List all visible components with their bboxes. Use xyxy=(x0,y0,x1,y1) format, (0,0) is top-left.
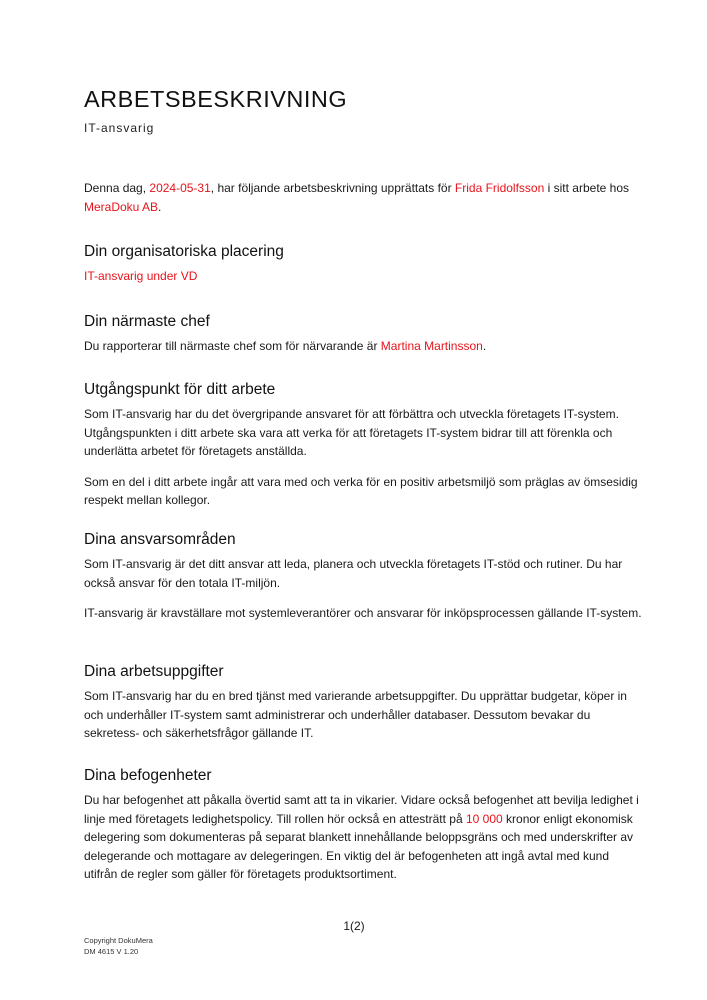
starting-point-p1: Som IT-ansvarig har du det övergripande ansvaret för att förbättra och utveckla företagets IT-system. Utgångspunkten i ditt arbete ska vara att verka för att företagets IT-system bidrar till att förenkla och underlätta arbetet för företagets anställda. xyxy=(84,407,619,458)
starting-point-p2: Som en del i ditt arbete ingår att vara med och verka för en positiv arbetsmiljö som präglas av ömsesidig respekt mellan kollegor. xyxy=(84,474,638,507)
footer xyxy=(84,935,153,957)
page-number: 1(2) xyxy=(343,919,365,933)
placement-value: IT-ansvarig under VD xyxy=(84,269,198,283)
intro-text: , har följande arbetsbeskrivning upprättats för xyxy=(210,181,455,195)
section-heading: Dina arbetsuppgifter xyxy=(84,663,224,680)
manager-paragraph xyxy=(84,337,644,356)
authority-text: Du har befogenhet att påkalla övertid samt att ta in vikarier. Vidare också befogenhet att bevilja ledighet i linje med företagets ledighetspolicy. Till rollen hör också en attesträtt på xyxy=(84,793,639,826)
tasks-p1: Som IT-ansvarig har du en bred tjänst med varierande arbetsuppgifter. Du upprättar budgetar, köper in och underhåller IT-system samt administrerar och underhåller databaser. Dessutom bevakar du sekretess- och säkerhetsfrågor gällande IT. xyxy=(84,689,627,740)
intro-text: Denna dag, xyxy=(84,181,150,195)
attest-amount: 10 000 xyxy=(465,811,503,826)
document-title: ARBETSBESKRIVNING xyxy=(84,86,348,112)
section-tasks xyxy=(84,662,644,755)
section-manager xyxy=(84,312,644,368)
manager-text: . xyxy=(482,339,487,353)
responsibilities-p2: IT-ansvarig är kravställare mot systemleverantörer och ansvarar för inköpsprocessen gällande IT-system. xyxy=(84,606,642,620)
section-heading: Dina befogenheter xyxy=(84,767,212,784)
section-responsibilities xyxy=(84,530,644,635)
section-placement xyxy=(84,242,644,298)
authority-paragraph xyxy=(84,791,644,884)
manager-name: Martina Martinsson xyxy=(380,339,483,353)
section-heading: Dina ansvarsområden xyxy=(84,531,236,548)
document-subtitle: IT-ansvarig xyxy=(84,121,155,135)
footer-copyright: Copyright DokuMera xyxy=(84,936,153,945)
section-heading: Din närmaste chef xyxy=(84,313,210,330)
footer-code: DM 4615 V 1.20 xyxy=(84,947,139,956)
responsibilities-p1: Som IT-ansvarig är det ditt ansvar att leda, planera och utveckla företagets IT-stöd och rutiner. Du har också ansvar för den totala IT-miljön. xyxy=(84,557,623,590)
intro-paragraph xyxy=(84,179,644,216)
intro-text: i sitt arbete hos xyxy=(544,181,630,195)
company-name: MeraDoku AB xyxy=(84,199,159,214)
section-heading: Din organisatoriska placering xyxy=(84,243,284,260)
manager-text: Du rapporterar till närmaste chef som för närvarande är xyxy=(84,339,381,353)
section-starting-point xyxy=(84,380,644,522)
intro-date: 2024-05-31 xyxy=(149,181,211,195)
intro-text: . xyxy=(158,199,162,214)
authority-text: kronor enligt ekonomisk delegering som dokumenteras på separat blankett innehållande beloppsgräns och med underskrifter av delegerande och mottagare av delegeringen. En viktig del är befogenheten att ingå avtal med kund utifrån de regler som gäller för företagets produktsortiment. xyxy=(84,811,634,881)
employee-name: Frida Fridolfsson xyxy=(454,181,545,195)
section-authority xyxy=(84,766,644,896)
section-heading: Utgångspunkt för ditt arbete xyxy=(84,381,276,398)
